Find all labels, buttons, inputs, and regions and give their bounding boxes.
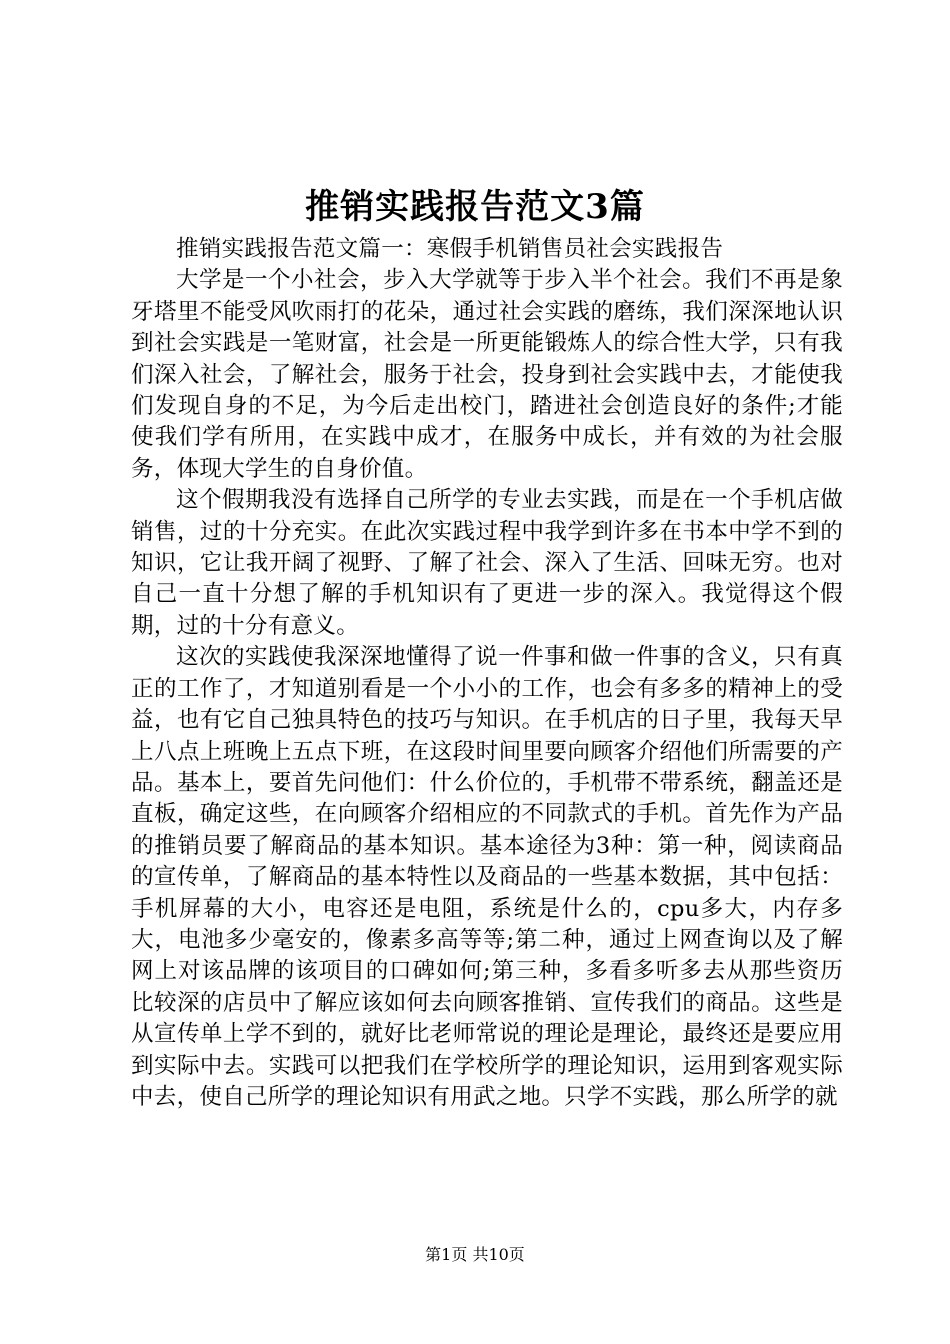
document-title: 推销实践报告范文3篇 bbox=[305, 187, 645, 227]
page-footer: 第1页 共10页 bbox=[425, 1245, 525, 1264]
paragraph: 这次的实践使我深深地懂得了说一件事和做一件事的含义，只有真正的工作了，才知道别看是一个小小的工作，也会有多多的精神上的受益，也有它自己独具特色的技巧与知识。在手机店的日子里，我每天早上八点上班晚上五点下班，在这段时间里要向顾客介绍他们所需要的产品。基本上，要首先问他们：什么价位的，手机带不带系统，翻盖还是直板，确定这些，在向顾客介绍相应的不同款式的手机。首先作为产品的推销员要了解商品的基本知识。基本途径为3种：第一种，阅读商品的宣传单，了解商品的基本特性以及商品的一些基本数据，其中包括：手机屏幕的大小，电容还是电阻，系统是什么的，cpu多大，内存多大，电池多少毫安的，像素多高等等;第二种，通过上网查询以及了解网上对该品牌的该项目的口碑如何;第三种，多看多听多去从那些资历比较深的店员中了解应该如何去向顾客推销、宣传我们的商品。这些是从宣传单上学不到的，就好比老师常说的理论是理论，最终还是要应用到实际中去。实践可以把我们在学校所学的理论知识，运用到客观实际中去，使自己所学的理论知识有用武之地。只学不实践，那么所学的就 bbox=[131, 644, 843, 1110]
document-body bbox=[131, 234, 843, 1113]
paragraph: 这个假期我没有选择自己所学的专业去实践，而是在一个手机店做销售，过的十分充实。在此次实践过程中我学到许多在书本中学不到的知识，它让我开阔了视野、了解了社会、深入了生活、回味无穷。也对自己一直十分想了解的手机知识有了更进一步的深入。我觉得这个假期，过的十分有意义。 bbox=[131, 487, 843, 639]
paragraph-subtitle: 推销实践报告范文篇一：寒假手机销售员社会实践报告 bbox=[176, 236, 724, 262]
paragraph: 大学是一个小社会，步入大学就等于步入半个社会。我们不再是象牙塔里不能受风吹雨打的花朵，通过社会实践的磨练，我们深深地认识到社会实践是一笔财富，社会是一所更能锻炼人的综合性大学，只有我们深入社会，了解社会，服务于社会，投身到社会实践中去，才能使我们发现自身的不足，为今后走出校门，踏进社会创造良好的条件;才能使我们学有所用，在实践中成才，在服务中成长，并有效的为社会服务，体现大学生的自身价值。 bbox=[131, 267, 843, 482]
